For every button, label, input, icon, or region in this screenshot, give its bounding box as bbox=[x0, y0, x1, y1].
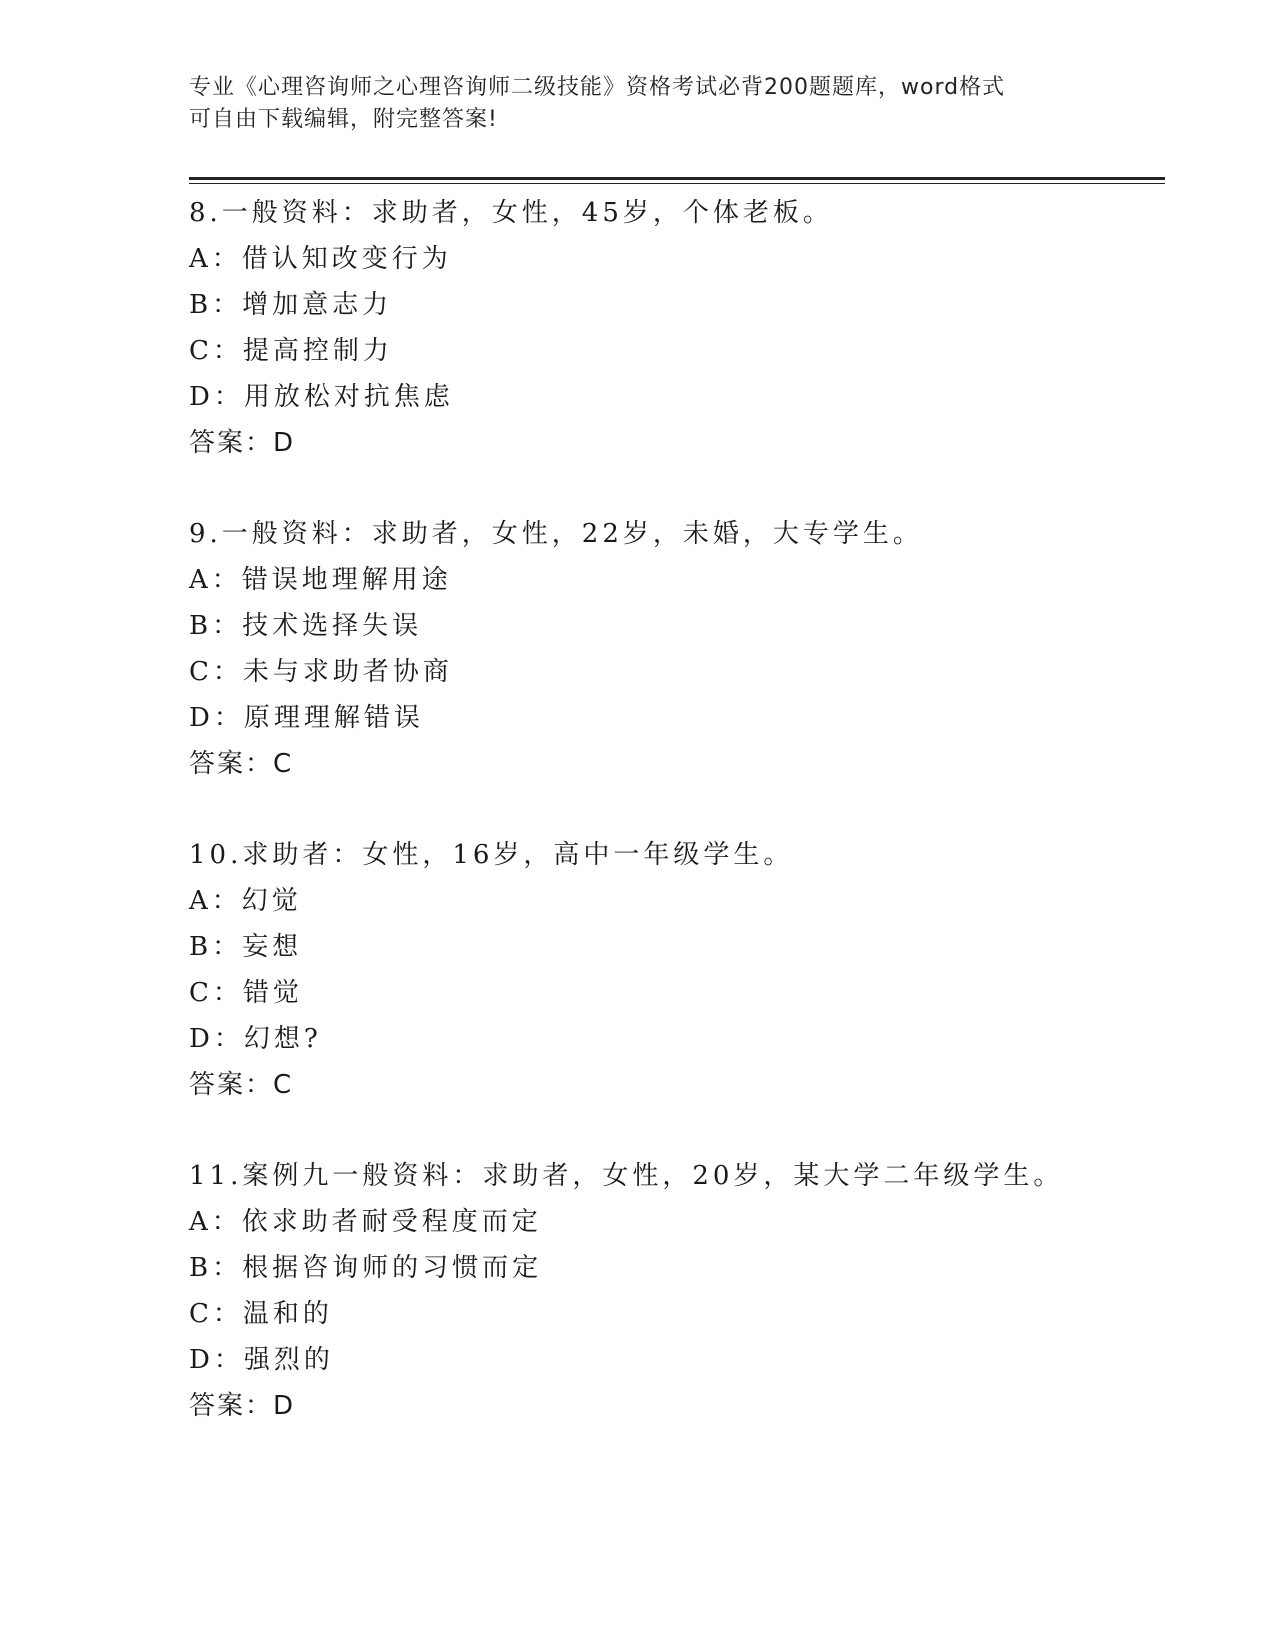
question-list bbox=[189, 190, 1165, 1474]
question-10 bbox=[189, 832, 1165, 1108]
option-a: A：依求助者耐受程度而定 bbox=[189, 1207, 542, 1237]
option-d: D：强烈的 bbox=[189, 1345, 334, 1375]
answer-label: 答案：D bbox=[189, 1391, 296, 1421]
option-c: C：温和的 bbox=[189, 1299, 333, 1329]
option-a: A：错误地理解用途 bbox=[189, 565, 452, 595]
option-d: D：用放松对抗焦虑 bbox=[189, 382, 454, 412]
question-stem: 9.一般资料：求助者，女性，22岁，未婚，大专学生。 bbox=[189, 519, 923, 549]
header-line-1: 专业《心理咨询师之心理咨询师二级技能》资格考试必背200题题库，word格式 bbox=[189, 75, 1006, 100]
option-d: D：幻想? bbox=[189, 1024, 322, 1054]
question-8 bbox=[189, 190, 1165, 466]
option-d: D：原理理解错误 bbox=[189, 703, 424, 733]
option-b: B：妄想 bbox=[189, 932, 303, 962]
header-divider-thin bbox=[189, 183, 1165, 184]
document-header bbox=[189, 72, 1089, 136]
answer-label: 答案：D bbox=[189, 428, 296, 458]
option-a: A：幻觉 bbox=[189, 886, 302, 916]
option-c: C：未与求助者协商 bbox=[189, 657, 453, 687]
answer-label: 答案：C bbox=[189, 749, 294, 779]
option-c: C：提高控制力 bbox=[189, 336, 393, 366]
header-divider-thick bbox=[189, 177, 1165, 180]
option-c: C：错觉 bbox=[189, 978, 303, 1008]
question-9 bbox=[189, 511, 1165, 787]
question-11 bbox=[189, 1153, 1165, 1429]
question-stem: 11.案例九一般资料：求助者，女性，20岁，某大学二年级学生。 bbox=[189, 1161, 1064, 1191]
answer-label: 答案：C bbox=[189, 1070, 294, 1100]
question-stem: 8.一般资料：求助者，女性，45岁，个体老板。 bbox=[189, 198, 833, 228]
option-b: B：根据咨询师的习惯而定 bbox=[189, 1253, 543, 1283]
option-b: B：技术选择失误 bbox=[189, 611, 423, 641]
question-stem: 10.求助者：女性，16岁，高中一年级学生。 bbox=[189, 840, 794, 870]
option-a: A：借认知改变行为 bbox=[189, 244, 452, 274]
option-b: B：增加意志力 bbox=[189, 290, 393, 320]
header-line-2: 可自由下载编辑，附完整答案! bbox=[189, 107, 498, 132]
